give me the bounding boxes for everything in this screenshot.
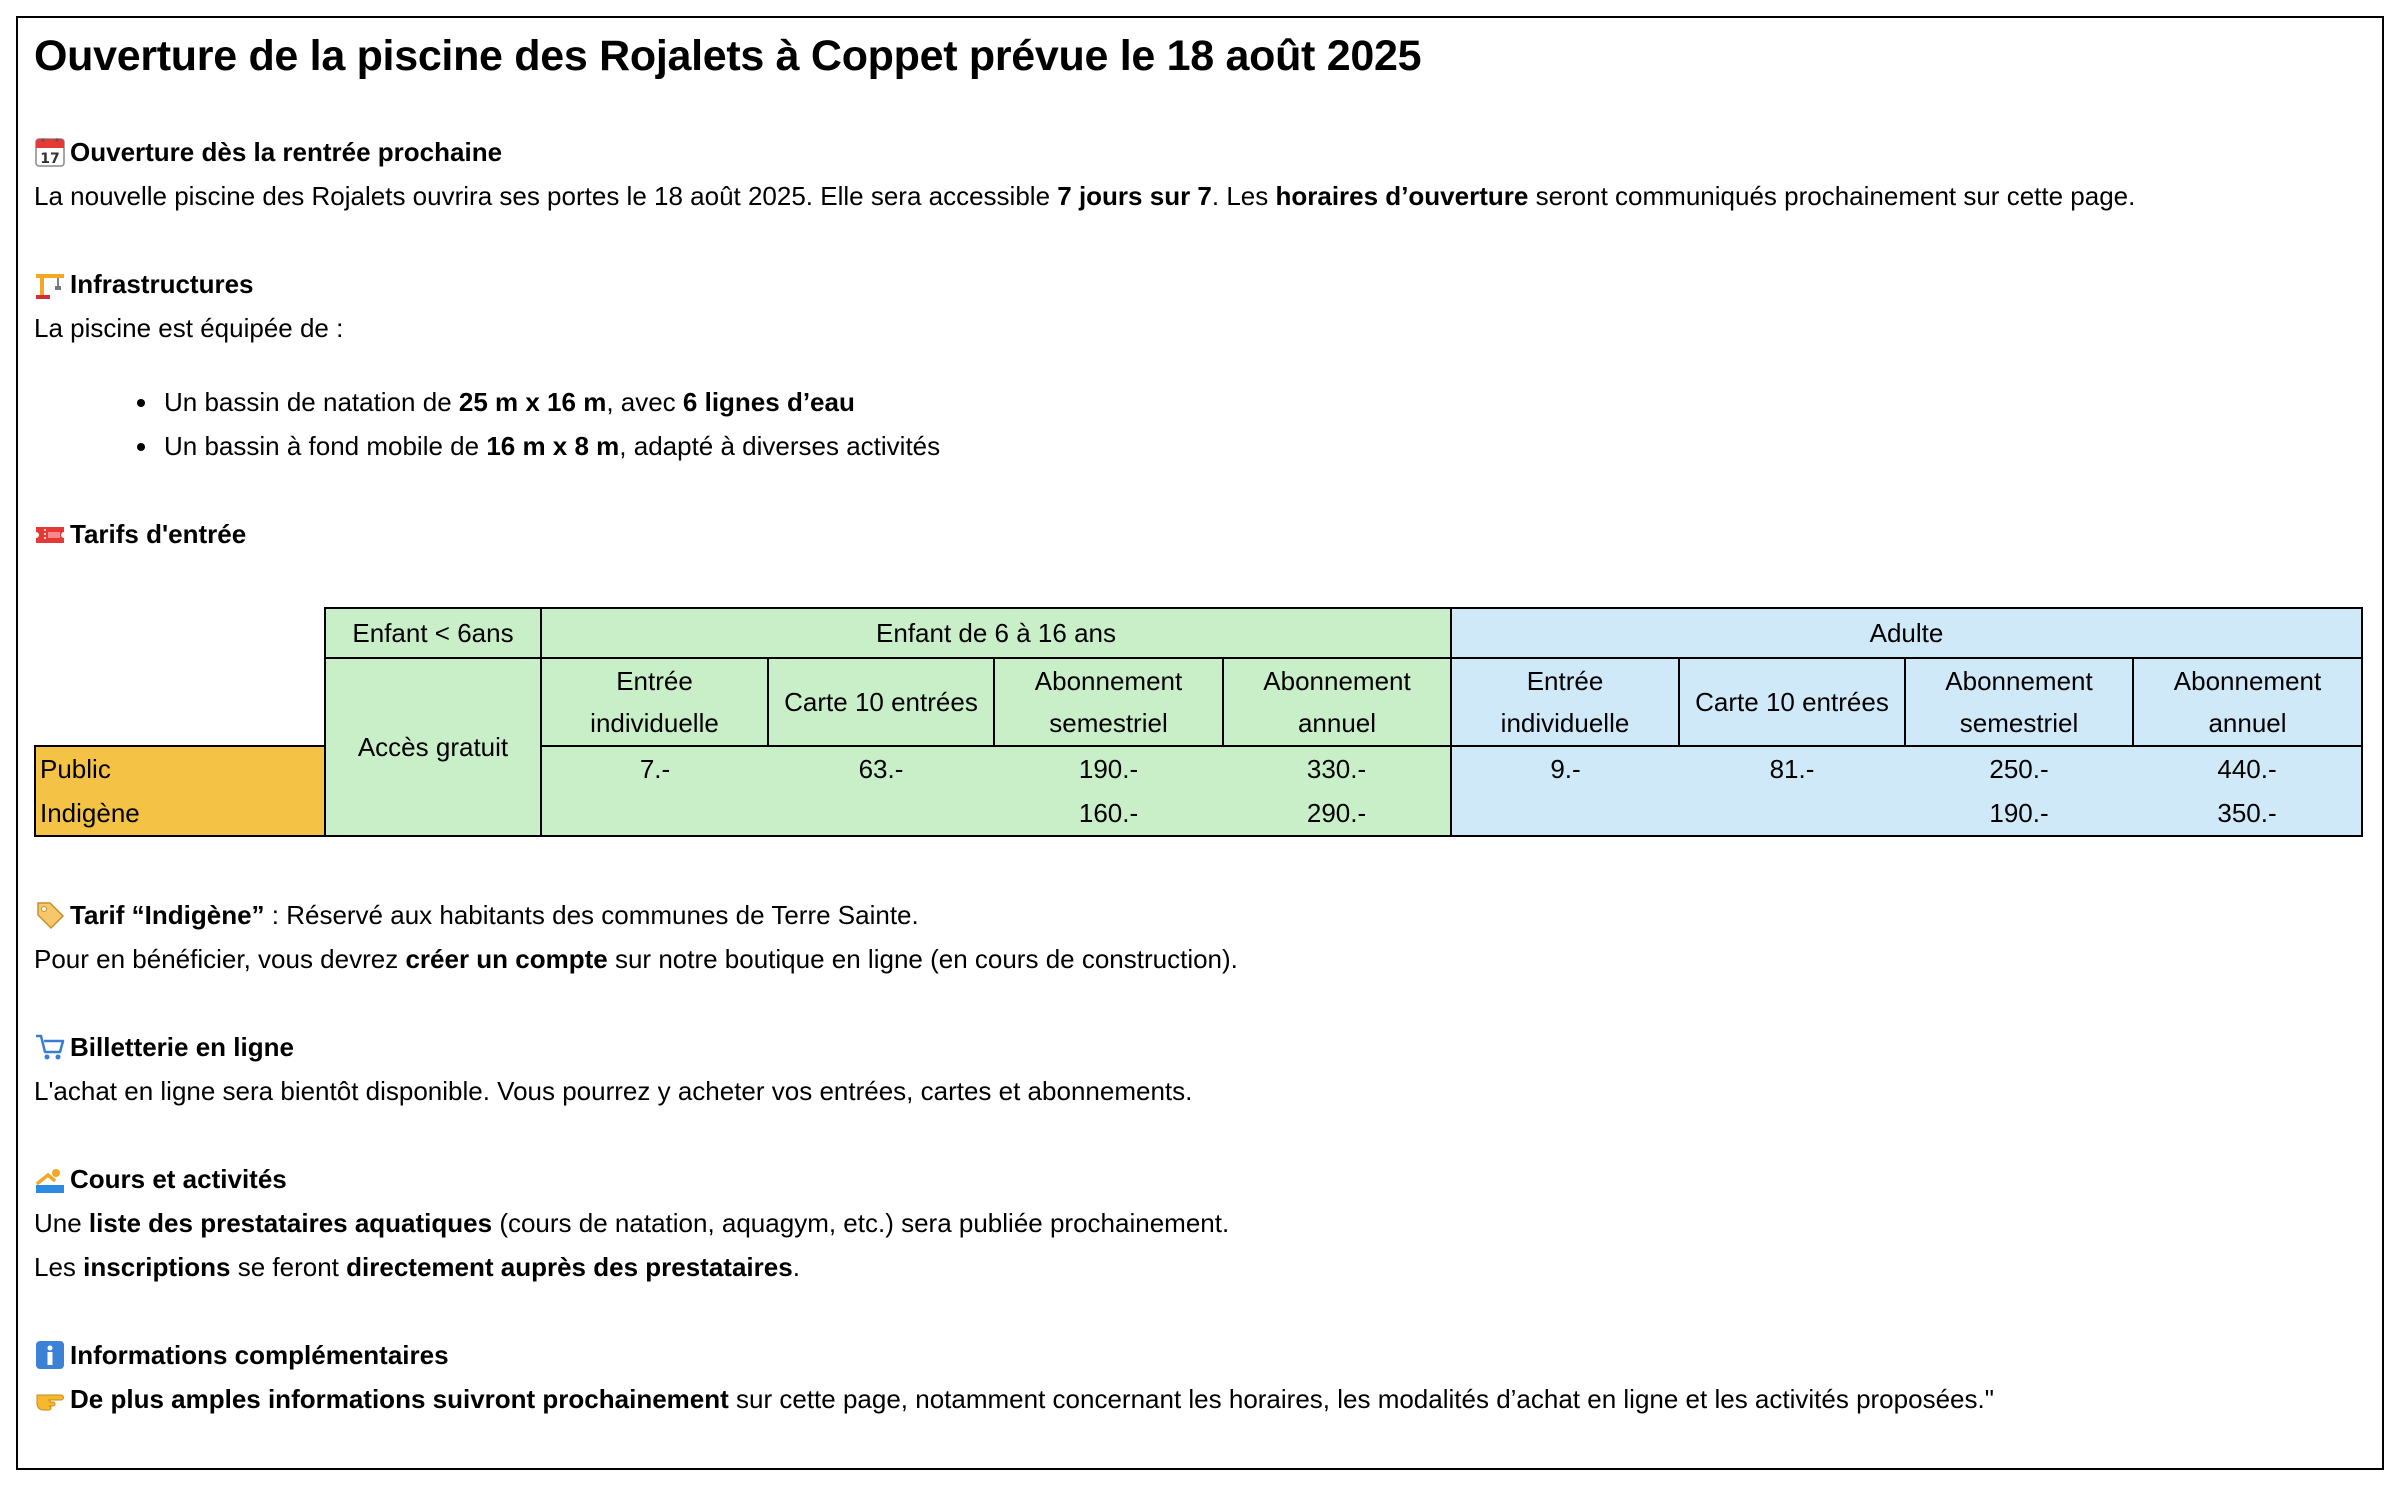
cours-heading: [34, 1157, 2364, 1201]
infos-heading-text: Informations complémentaires: [70, 1340, 449, 1370]
price-cell: [541, 791, 768, 836]
page-title: Ouverture de la piscine des Rojalets à Coppet prévue le 18 août 2025: [34, 32, 1422, 80]
indigene-note: [34, 893, 2364, 937]
shopping-cart-icon: [34, 1031, 66, 1063]
indigene-note-text: : Réservé aux habitants des communes de Terre Sainte.: [264, 900, 919, 930]
cours-line2: Les inscriptions se feront directement auprès des prestataires.: [34, 1252, 800, 1282]
col-header-ann-adult: Abonnement annuel: [2133, 658, 2362, 746]
infra-intro: La piscine est équipée de :: [34, 313, 344, 343]
free-access-cell: Accès gratuit: [325, 658, 541, 836]
billetterie-text: L'achat en ligne sera bientôt disponible. Vous pourrez y acheter vos entrées, cartes et abonnements.: [34, 1076, 1193, 1106]
infos-bold: De plus amples informations suivront prochainement: [70, 1384, 729, 1414]
price-cell: [1451, 791, 1679, 836]
col-header-card-child: Carte 10 entrées: [768, 658, 994, 746]
list-item: • Un bassin à fond mobile de 16 m x 8 m, adapté à diverses activités: [160, 424, 2364, 468]
table-row: [35, 608, 2362, 658]
pointing-hand-icon: [34, 1383, 66, 1415]
infra-heading: [34, 262, 2364, 306]
header-adult-group: Adulte: [1451, 608, 2362, 658]
ticket-icon: [34, 518, 66, 550]
col-header-sem-adult: Abonnement semestriel: [1905, 658, 2133, 746]
row-label-indigene: Indigène: [35, 791, 325, 836]
pricing-table: [34, 607, 2363, 837]
price-cell: 160.-: [994, 791, 1223, 836]
price-cell: [768, 791, 994, 836]
page-content: [34, 28, 2364, 556]
cours-heading-text: Cours et activités: [70, 1164, 287, 1194]
col-header-entry-adult: Entrée individuelle: [1451, 658, 1679, 746]
price-cell: 81.-: [1679, 746, 1905, 791]
price-cell: 7.-: [541, 746, 768, 791]
table-row: [35, 658, 2362, 746]
col-header-card-adult: Carte 10 entrées: [1679, 658, 1905, 746]
price-cell: [1679, 791, 1905, 836]
price-cell: 350.-: [2133, 791, 2362, 836]
pricing-table-wrapper: [34, 607, 2363, 837]
table-corner: [35, 658, 325, 746]
tarifs-heading: [34, 512, 2364, 556]
label-tag-icon: [34, 899, 66, 931]
infos-text: sur cette page, notamment concernant les horaires, les modalités d’achat en ligne et les activités proposées.": [728, 1384, 1994, 1414]
col-header-ann-child: Abonnement annuel: [1223, 658, 1451, 746]
price-cell: 440.-: [2133, 746, 2362, 791]
price-cell: 9.-: [1451, 746, 1679, 791]
price-cell: 190.-: [994, 746, 1223, 791]
indigene-note-line2: Pour en bénéficier, vous devrez créer un compte sur notre boutique en ligne (en cours de construction).: [34, 944, 1238, 974]
price-cell: 190.-: [1905, 791, 2133, 836]
price-cell: 250.-: [1905, 746, 2133, 791]
row-label-public: Public: [35, 746, 325, 791]
tarifs-heading-text: Tarifs d'entrée: [70, 519, 247, 549]
opening-text: La nouvelle piscine des Rojalets ouvrira ses portes le 18 août 2025. Elle sera accessible 7 jours sur 7. Les horaires d’ouverture seront communiqués prochainement sur cette page.: [34, 181, 2136, 211]
table-corner: [35, 608, 325, 658]
price-cell: 290.-: [1223, 791, 1451, 836]
header-child-small: Enfant < 6ans: [325, 608, 541, 658]
infra-heading-text: Infrastructures: [70, 269, 254, 299]
create-account-text: créer un compte: [405, 944, 608, 974]
price-cell: 63.-: [768, 746, 994, 791]
col-header-entry-child: Entrée individuelle: [541, 658, 768, 746]
swimmer-icon: [34, 1163, 66, 1195]
opening-heading: [34, 130, 2364, 174]
info-icon: [34, 1339, 66, 1371]
lower-content: [34, 893, 2364, 1421]
svg-text:17: 17: [40, 151, 60, 167]
price-cell: 330.-: [1223, 746, 1451, 791]
infos-heading: [34, 1333, 2364, 1377]
cours-line1: Une liste des prestataires aquatiques (cours de natation, aquagym, etc.) sera publiée prochainement.: [34, 1208, 1230, 1238]
indigene-note-bold: Tarif “Indigène”: [70, 900, 265, 930]
infra-list: [34, 380, 2364, 468]
billetterie-heading-text: Billetterie en ligne: [70, 1032, 294, 1062]
header-child-group: Enfant de 6 à 16 ans: [541, 608, 1451, 658]
billetterie-heading: [34, 1025, 2364, 1069]
crane-icon: [34, 268, 66, 300]
opening-heading-text: Ouverture dès la rentrée prochaine: [70, 137, 503, 167]
col-header-sem-child: Abonnement semestriel: [994, 658, 1223, 746]
calendar-icon: [34, 136, 66, 168]
infos-line: [34, 1377, 2364, 1421]
list-item: • Un bassin de natation de 25 m x 16 m, avec 6 lignes d’eau: [160, 380, 2364, 424]
